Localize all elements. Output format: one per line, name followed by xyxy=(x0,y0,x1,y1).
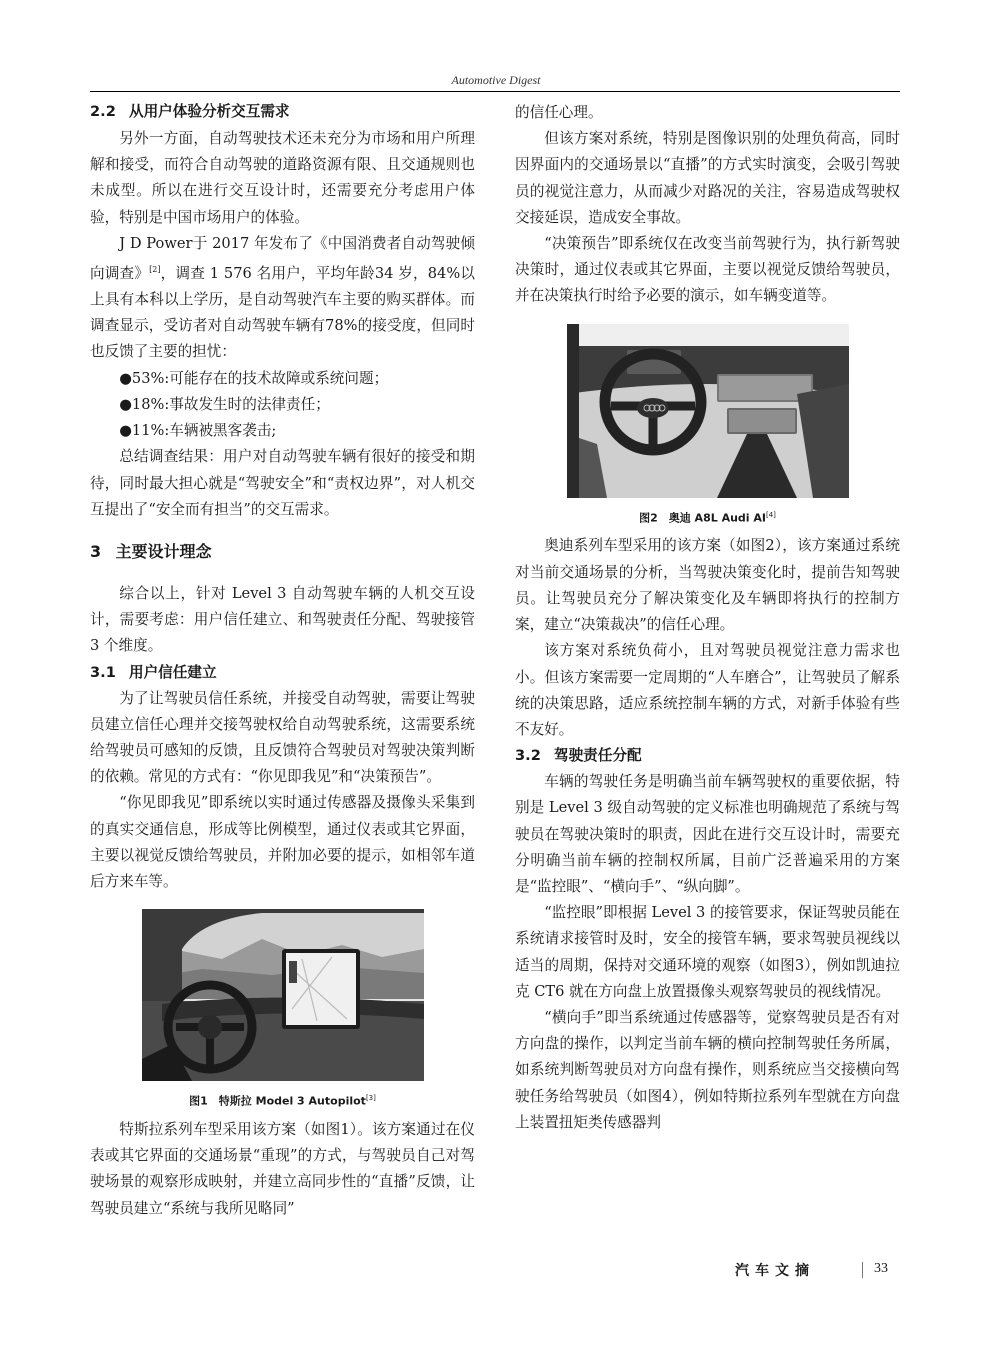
page-number: 33 xyxy=(874,1261,888,1276)
section-number: 3.2 xyxy=(515,747,541,765)
section-heading-2-2 xyxy=(90,100,475,124)
figure-1-caption xyxy=(90,1085,475,1115)
section-title: 主要设计理念 xyxy=(115,541,212,561)
section-number: 3.1 xyxy=(90,663,116,681)
figure-1-image xyxy=(142,909,424,1081)
right-column xyxy=(515,100,900,1136)
paragraph: “决策预告”即系统仅在改变当前驾驶行为，执行新驾驶决策时，通过仪表或其它界面，主要以视觉反馈给驾驶员，并在决策执行时给予必要的演示，如车辆变道等。 xyxy=(515,235,900,305)
citation-ref: [3] xyxy=(365,1094,376,1103)
bullet-item: ●18%:事故发生时的法律责任； xyxy=(119,395,330,413)
paragraph: “监控眼”即根据 Level 3 的接管要求，保证驾驶员能在系统请求接管时及时，安全的接管车辆，要求驾驶员视线以适当的周期，保持对交通环境的观察（如图3），例如凯迪拉克 CT6 就在方向盘上放置摄像头观察驾驶员的视线情况。 xyxy=(515,904,900,1000)
bullet-item: ●11%:车辆被黑客袭击; xyxy=(119,422,277,440)
paragraph-survey xyxy=(90,231,475,366)
paragraph: 总结调查结果：用户对自动驾驶车辆有很好的接受和期待，同时最大担心就是“驾驶安全”和“责权边界”，对人机交互提出了“安全而有担当”的交互需求。 xyxy=(90,448,475,518)
audi-interior-photo xyxy=(567,324,849,498)
paragraph: 综合以上，针对 Level 3 自动驾驶车辆的人机交互设计，需要考虑：用户信任建立、和驾驶责任分配、驾驶接管 3 个维度。 xyxy=(90,584,475,655)
paragraph: 但该方案对系统，特别是图像识别的处理负荷高，同时因界面内的交通场景以“直播”的方式实时演变，会吸引驾驶员的视觉注意力，从而减少对路况的关注，容易造成驾驶权交接延误，造成安全事故。 xyxy=(515,130,900,226)
paragraph: 为了让驾驶员信任系统，并接受自动驾驶，需要让驾驶员建立信任心理并交接驾驶权给自动驾驶系统，这需要系统给驾驶员可感知的反馈，且反馈符合驾驶员对驾驶决策判断的依赖。常见的方式有：“你见即我见”和“决策预告”。 xyxy=(90,689,475,786)
header-rule xyxy=(90,91,900,92)
section-title: 从用户体验分析交互需求 xyxy=(128,103,290,120)
caption-text: 图1 特斯拉 Model 3 Autopilot xyxy=(189,1094,366,1108)
paragraph: 另外一方面，自动驾驶技术还未充分为市场和用户所理解和接受，而符合自动驾驶的道路资源有限、且交通规则也未成型。所以在进行交互设计时，还需要充分考虑用户体验，特别是中国市场用户的体验。 xyxy=(90,130,475,226)
paragraph: 该方案对系统负荷小，且对驾驶员视觉注意力需求也小。但该方案需要一定周期的“人车磨合”，让驾驶员了解系统的决策思路，适应系统控制车辆的方式，对新手体验有些不友好。 xyxy=(515,642,900,738)
paragraph-text: ，调查 1 576 名用户，平均年龄34 岁，84%以上具有本科以上学历，是自动驾驶汽车主要的购买群体。而调查显示，受访者对自动驾驶车辆有78%的接受度，但同时也反馈了主要的担忧： xyxy=(90,264,475,361)
section-heading-3 xyxy=(90,537,475,567)
section-heading-3-2 xyxy=(515,743,900,769)
caption-text: 图2 奥迪 A8L Audi AI xyxy=(639,511,766,525)
figure-2-caption xyxy=(515,502,900,532)
section-heading-3-1 xyxy=(90,660,475,686)
footer-journal-name: 汽车文摘 xyxy=(735,1263,815,1279)
section-number: 3 xyxy=(90,541,102,561)
running-header: Automotive Digest xyxy=(451,73,541,87)
paragraph: “你见即我见”即系统以实时通过传感器及摄像头采集到的真实交通信息，形成等比例模型，通过仪表或其它界面，主要以视觉反馈给驾驶员，并附加必要的提示，如相邻车道后方来车等。 xyxy=(90,794,475,890)
paragraph: 的信任心理。 xyxy=(515,104,603,121)
tesla-interior-photo xyxy=(142,909,424,1081)
paragraph: “横向手”即当系统通过传感器等，觉察驾驶员是否有对方向盘的操作，以判定当前车辆的横向控制驾驶任务所属，如系统判断驾驶员对方向盘有操作，则系统应当交接横向驾驶任务给驾驶员（如图4），例如特斯拉系列车型就在方向盘上装置扭矩类传感器判 xyxy=(515,1008,900,1131)
paragraph-text: J D Power于 2017 年发布了《中国消费者自动驾驶倾向调查》 xyxy=(90,234,475,282)
section-number: 2.2 xyxy=(90,103,116,120)
footer-divider xyxy=(862,1262,863,1278)
citation-ref: [2] xyxy=(149,265,161,275)
citation-ref: [4] xyxy=(766,510,776,519)
figure-2-image xyxy=(567,324,849,498)
left-column xyxy=(90,100,475,1222)
paragraph: 特斯拉系列车型采用该方案（如图1）。该方案通过在仪表或其它界面的交通场景“重现”的方式，与驾驶员自己对驾驶场景的观察形成映射，并建立高同步性的“直播”反馈，让驾驶员建立“系统与我所见略同” xyxy=(90,1121,475,1217)
section-title: 用户信任建立 xyxy=(128,663,217,681)
paragraph: 车辆的驾驶任务是明确当前车辆驾驶权的重要依据，特别是 Level 3 级自动驾驶的定义标准也明确规范了系统与驾驶员在驾驶决策时的职责，因此在进行交互设计时，需要充分明确当前车辆的控制权所属，目前广泛普遍采用的方案是“监控眼”、“横向手”、“纵向脚”。 xyxy=(515,773,900,895)
bullet-item: ●53%:可能存在的技术故障或系统问题； xyxy=(119,369,389,387)
section-title: 驾驶责任分配 xyxy=(553,747,642,765)
paragraph: 奥迪系列车型采用的该方案（如图2），该方案通过系统对当前交通场景的分析，当驾驶决策变化时，提前告知驾驶员。让驾驶员充分了解决策变化及车辆即将执行的控制方案，建立“决策裁决”的信任心理。 xyxy=(515,537,900,634)
